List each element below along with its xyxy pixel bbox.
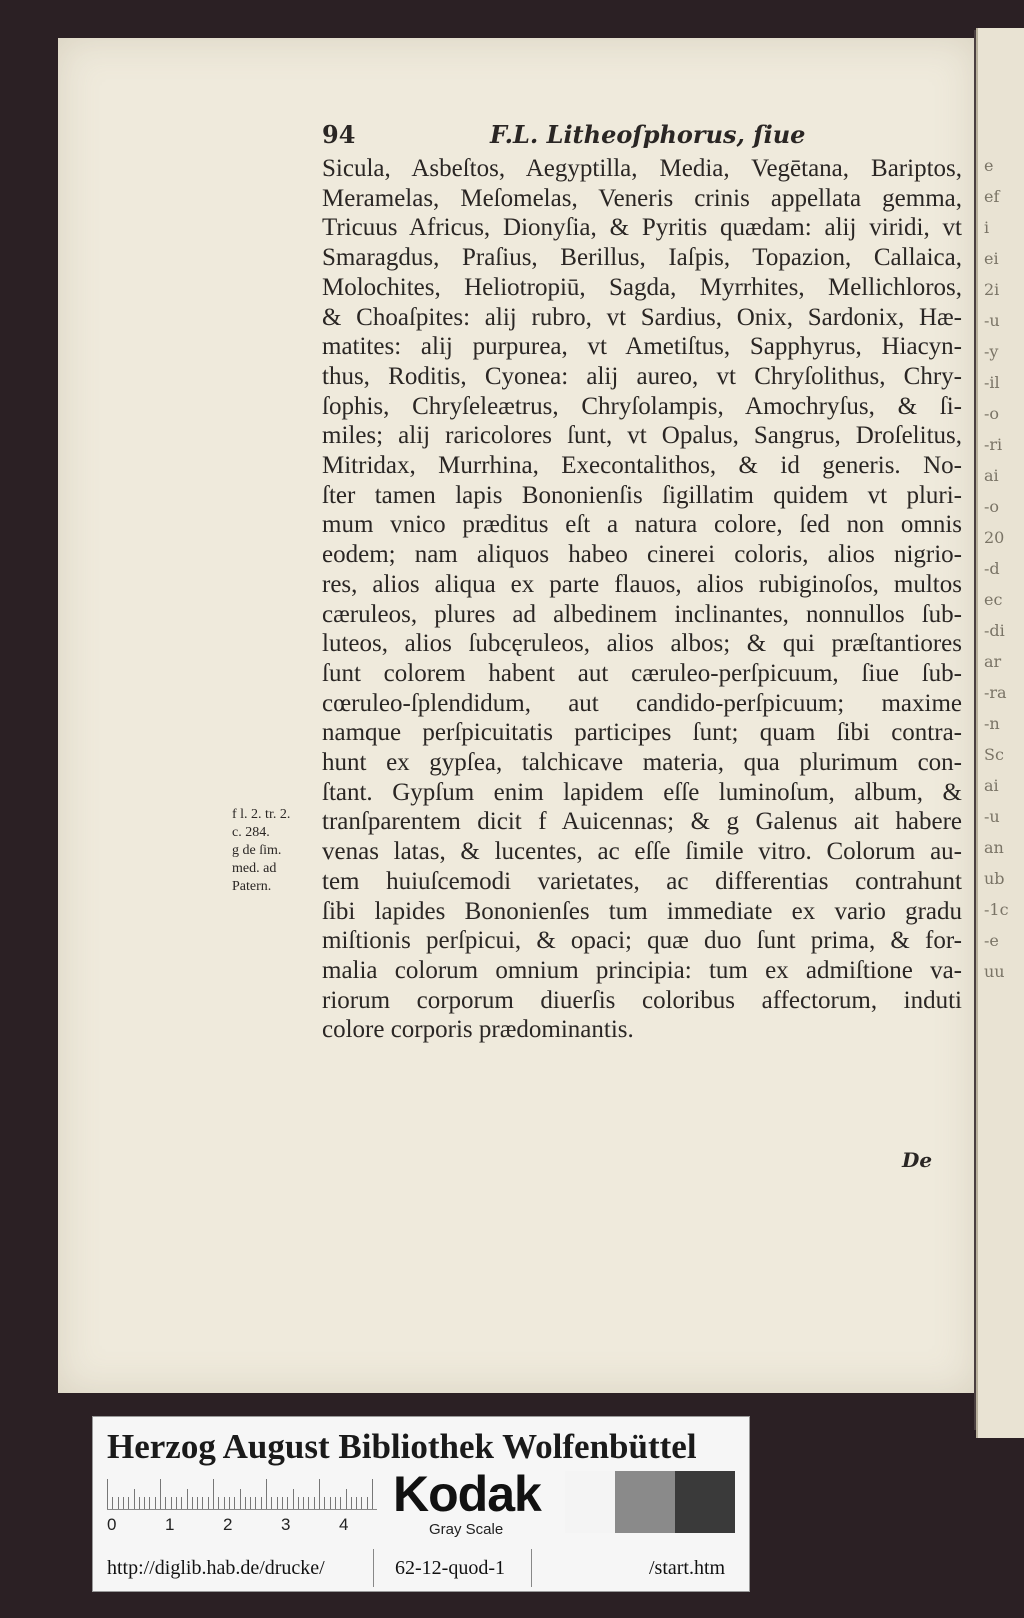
gray-scale-label: Gray Scale — [429, 1521, 504, 1538]
ruler-tick — [287, 1497, 288, 1509]
next-page-fragment: ef — [984, 187, 1000, 206]
next-page-fragment: e — [984, 156, 994, 175]
text-line: tem huiuſcemodi varietates, ac differentias contrahunt — [322, 867, 962, 895]
ruler-tick — [208, 1497, 209, 1509]
text-line: namque perſpicuitatis participes ſunt; quam ſibi contra- — [322, 719, 962, 747]
ruler-labels — [107, 1515, 367, 1537]
ruler-tick — [160, 1479, 161, 1509]
ruler-tick — [202, 1497, 203, 1509]
kodak-logo: Kodak — [393, 1466, 541, 1522]
ruler-tick — [271, 1497, 272, 1509]
ruler-tick — [171, 1497, 172, 1509]
ruler-tick — [372, 1479, 373, 1509]
url-separator — [531, 1549, 532, 1587]
margin-note-line: c. 284. — [232, 825, 270, 840]
ruler-number: 4 — [339, 1515, 349, 1534]
next-page-fragment: -d — [984, 559, 1000, 578]
margin-note-line: g de ſim. — [232, 843, 282, 858]
next-page-fragment: ec — [984, 590, 1003, 609]
ruler-tick — [149, 1497, 150, 1509]
gray-scale-swatches — [565, 1471, 735, 1533]
text-line: riorum corporum diuerſis coloribus affectorum, induti — [322, 986, 962, 1014]
ruler-tick — [314, 1497, 315, 1509]
next-page-fragment: -1c — [984, 900, 1009, 919]
margin-notes — [232, 806, 328, 896]
next-page-fragment: -u — [984, 311, 1000, 330]
running-title: F.L. Litheoſphorus, ſiue — [490, 120, 806, 149]
text-line: mum vnico præditus eſt a natura colore, ſed non omnis — [322, 511, 962, 539]
next-page-fragment: Sc — [984, 745, 1004, 764]
text-line: Smaragdus, Praſius, Berillus, Iaſpis, Topazion, Callaica, — [322, 244, 962, 272]
ruler-tick — [261, 1497, 262, 1509]
url-prefix: http://diglib.hab.de/drucke/ — [107, 1557, 325, 1579]
next-page-fragment: -o — [984, 497, 1000, 516]
ruler-tick — [308, 1497, 309, 1509]
text-line: cæruleos, plures ad albedinem inclinantes, nonnullos ſub- — [322, 600, 962, 628]
text-line: ſunt colorem habent aut cæruleo-perſpicuum, ſiue ſub- — [322, 659, 962, 687]
ruler-number: 3 — [281, 1515, 291, 1534]
text-line: cœruleo-ſplendidum, aut candido-perſpicuum; maxime — [322, 689, 962, 717]
ruler-tick — [134, 1489, 135, 1509]
library-name: Herzog August Bibliothek Wolfenbüttel — [107, 1427, 697, 1466]
text-line: miſtionis perſpicui, & opaci; quæ duo ſunt prima, & for- — [322, 927, 962, 955]
next-page-fragment: ai — [984, 776, 999, 795]
text-line: tranſparentem dicit f Auicennas; & g Galenus ait habere — [322, 808, 962, 836]
ruler-tick — [229, 1497, 230, 1509]
next-page-fragment: ar — [984, 652, 1002, 671]
ruler-tick — [282, 1497, 283, 1509]
gray-swatch — [675, 1471, 735, 1533]
text-line: malia colorum omnium principia: tum ex admiſtione va- — [322, 956, 962, 984]
ruler-tick — [293, 1489, 294, 1509]
url-suffix: /start.htm — [649, 1557, 726, 1579]
next-page-fragment: -ri — [984, 435, 1003, 454]
text-line: colore corporis prædominantis. — [322, 1016, 634, 1044]
ruler-tick — [303, 1497, 304, 1509]
text-line: res, alios aliqua ex parte flauos, alios rubiginoſos, multos — [322, 570, 962, 598]
shelfmark: 62-12-quod-1 — [395, 1557, 505, 1579]
next-page-fragment: -u — [984, 807, 1000, 826]
ruler-tick — [155, 1497, 156, 1509]
next-page-fragment: -ra — [984, 683, 1007, 702]
ruler-number: 1 — [165, 1515, 175, 1534]
text-line: Molochites, Heliotropiū, Sagda, Myrrhites, Mellichloros, — [322, 273, 962, 301]
next-page-fragment: -n — [984, 714, 1000, 733]
text-line: eodem; nam aliquos habeo cinerei coloris, alios nigrio- — [322, 541, 962, 569]
ruler-tick — [144, 1497, 145, 1509]
text-line: Sicula, Asbeſtos, Aegyptilla, Media, Vegētana, Bariptos, — [322, 155, 962, 182]
ruler-tick — [107, 1479, 108, 1509]
catchword: De — [902, 1148, 933, 1172]
margin-note-line: Patern. — [232, 879, 272, 894]
next-page-fragment: -il — [984, 373, 1000, 392]
text-line: Meramelas, Meſomelas, Veneris crinis appellata gemma, — [322, 184, 962, 212]
text-line: & Choaſpites: alij rubro, vt Sardius, Onix, Sardonix, Hæ- — [322, 303, 962, 331]
ruler-tick — [187, 1489, 188, 1509]
text-line: ſter tamen lapis Bononienſis ſigillatim quidem vt pluri- — [322, 481, 962, 509]
ruler-tick — [123, 1497, 124, 1509]
next-page-fragment: 2i — [984, 280, 1000, 299]
measure-ruler — [107, 1475, 377, 1510]
next-page-fragment: an — [984, 838, 1004, 857]
ruler-number: 2 — [223, 1515, 233, 1534]
next-page-fragment: ub — [984, 869, 1005, 888]
text-line: venas latas, & lucentes, ac eſſe ſimile vitro. Colorum au- — [322, 838, 962, 866]
gray-swatch — [565, 1471, 615, 1533]
ruler-tick — [361, 1497, 362, 1509]
ruler-tick — [240, 1489, 241, 1509]
ruler-tick — [224, 1497, 225, 1509]
ruler-tick — [234, 1497, 235, 1509]
ruler-tick — [112, 1497, 113, 1509]
margin-note-line: med. ad — [232, 861, 277, 876]
ruler-tick — [213, 1479, 214, 1509]
ruler-tick — [324, 1497, 325, 1509]
gray-swatch — [615, 1471, 675, 1533]
ruler-tick — [139, 1497, 140, 1509]
text-line: thus, Roditis, Cyonea: alij aureo, vt Chryſolithus, Chry- — [322, 362, 962, 390]
ruler-tick — [335, 1497, 336, 1509]
ruler-tick — [277, 1497, 278, 1509]
ruler-tick — [118, 1497, 119, 1509]
text-line: luteos, alios ſubcęruleos, alios albos; & qui præſtantiores — [322, 630, 962, 658]
ruler-tick — [192, 1497, 193, 1509]
ruler-tick — [351, 1497, 352, 1509]
ruler-tick — [165, 1497, 166, 1509]
ruler-tick — [197, 1497, 198, 1509]
next-page-fragment: -o — [984, 404, 1000, 423]
next-page-fragment: uu — [984, 962, 1005, 981]
text-line: hunt ex gypſea, talchicave materia, qua plurimum con- — [322, 749, 962, 777]
text-line: Mitridax, Murrhina, Execontalithos, & id generis. No- — [322, 452, 962, 480]
text-line: Tricuus Africus, Dionyſia, & Pyritis quædam: alij viridi, vt — [322, 214, 962, 242]
body-text — [322, 154, 962, 1045]
next-page-fragment: 20 — [984, 528, 1005, 547]
text-line: ſibi lapides Bononienſes tum immediate ex vario gradu — [322, 897, 962, 925]
ruler-tick — [128, 1497, 129, 1509]
ruler-tick — [255, 1497, 256, 1509]
ruler-tick — [181, 1497, 182, 1509]
next-page-fragment: ai — [984, 466, 999, 485]
ruler-tick — [330, 1497, 331, 1509]
next-page-fragment: -y — [984, 342, 999, 361]
ruler-tick — [356, 1497, 357, 1509]
url-separator — [373, 1549, 374, 1587]
text-line: miles; alij raricolores ſunt, vt Opalus, Sangrus, Droſelitus, — [322, 422, 962, 450]
text-line: ſtant. Gypſum enim lapidem eſſe luminoſum, album, & — [322, 778, 962, 806]
next-page-fragment: -di — [984, 621, 1005, 640]
ruler-tick — [266, 1479, 267, 1509]
text-line: ſophis, Chryſeleætrus, Chryſolampis, Amochryſus, & ſi- — [322, 392, 962, 420]
ruler-tick — [346, 1489, 347, 1509]
ruler-tick — [340, 1497, 341, 1509]
next-page-fragment: -e — [984, 931, 999, 950]
library-color-card — [92, 1416, 750, 1592]
ruler-tick — [245, 1497, 246, 1509]
ruler-tick — [298, 1497, 299, 1509]
ruler-number: 0 — [107, 1515, 117, 1534]
next-page-fragment: i — [984, 218, 990, 237]
ruler-tick — [176, 1497, 177, 1509]
margin-note-line: f l. 2. tr. 2. — [232, 807, 291, 822]
ruler-tick — [319, 1479, 320, 1509]
ruler-tick — [250, 1497, 251, 1509]
next-page-fragment: ei — [984, 249, 999, 268]
next-page-edge — [976, 28, 1024, 1438]
ruler-tick — [367, 1497, 368, 1509]
text-line: matites: alij purpurea, vt Ametiſtus, Sapphyrus, Hiacyn- — [322, 333, 962, 361]
page-number: 94 — [322, 120, 356, 149]
ruler-tick — [218, 1497, 219, 1509]
